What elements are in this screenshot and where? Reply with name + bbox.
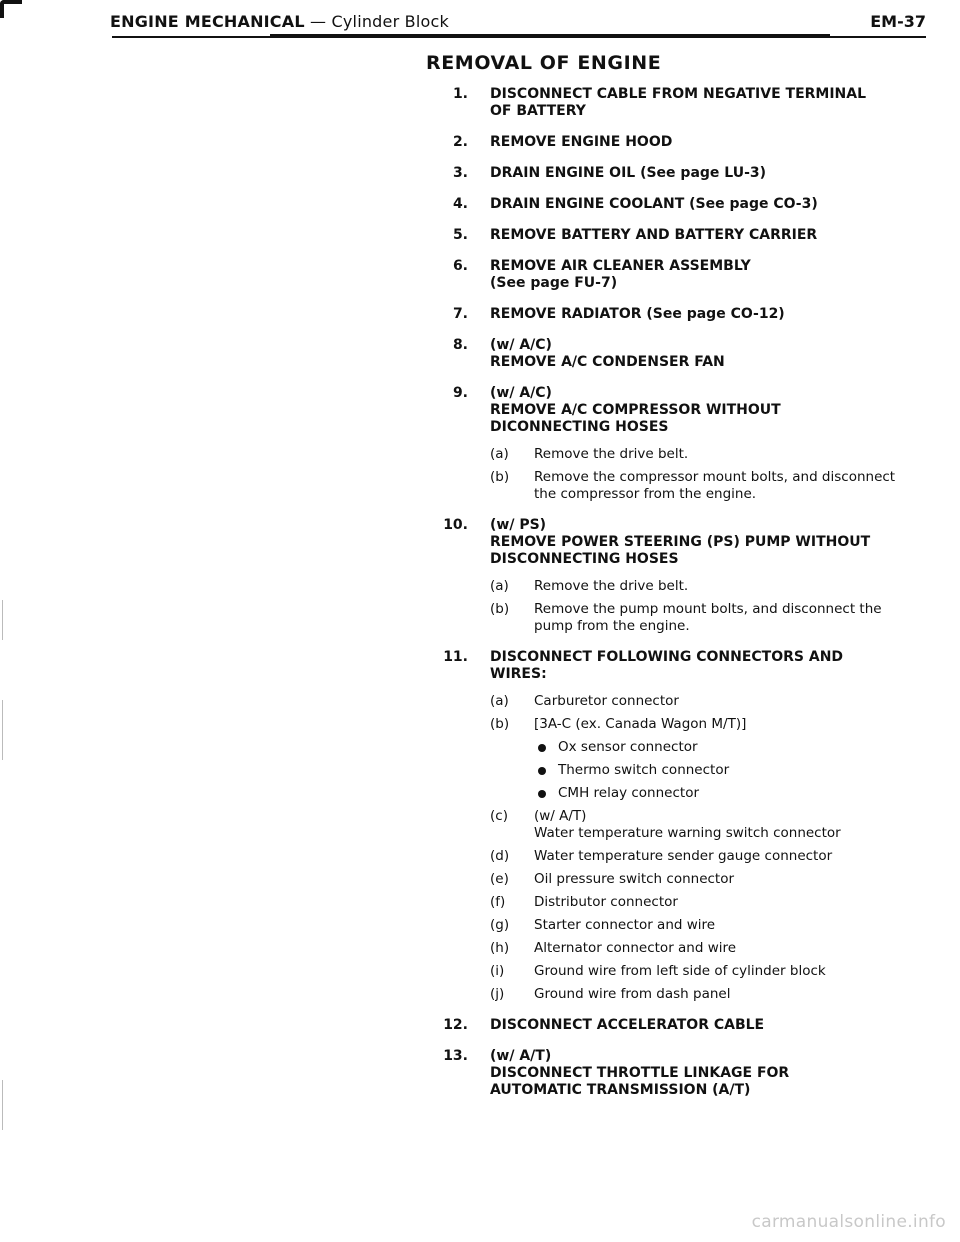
step-number: 11. [443,649,468,665]
step-9 [426,385,936,503]
step-number: 3. [452,165,468,181]
step-8 [426,337,936,371]
step-5 [426,227,936,244]
substep-text: Ground wire from left side of cylinder block [534,963,826,979]
substep-letter: (h) [490,940,510,956]
substep [490,871,936,888]
substep-list [490,693,936,1003]
substep-letter: (j) [490,986,505,1002]
step-heading: DRAIN ENGINE OIL (See page LU-3) [490,165,767,181]
watermark-text: carmanualsonline.info [751,1212,946,1232]
substep-text: Remove the compressor mount bolts, and disconnect the compressor from the engine. [534,469,896,502]
step-number: 7. [452,306,468,322]
substep-letter: (b) [490,469,510,485]
bullet-text: CMH relay connector [558,785,700,801]
step-4 [426,196,936,213]
substep-letter: (a) [490,693,509,709]
step-number: 6. [452,258,468,274]
substep-letter: (a) [490,578,509,594]
substep-text: Remove the drive belt. [534,446,689,462]
substep-text: Distributor connector [534,894,678,910]
step-2 [426,134,936,151]
step-heading: DRAIN ENGINE COOLANT (See page CO-3) [490,196,818,212]
bullet-item [534,739,936,756]
header-rule-thick [270,34,830,38]
substep-text: Remove the drive belt. [534,578,689,594]
step-11 [426,649,936,1003]
substep [490,894,936,911]
step-number: 8. [452,337,468,353]
substep-text: Oil pressure switch connector [534,871,735,887]
scan-edge-mark [2,700,3,760]
step-number: 1. [452,86,468,102]
step-6 [426,258,936,292]
substep [490,469,936,503]
substep-text: (w/ A/T) Water temperature warning switch connector [534,808,841,841]
header-section-title [110,12,449,31]
step-3 [426,165,936,182]
substep-letter: (b) [490,601,510,617]
step-number: 5. [452,227,468,243]
substep [490,716,936,802]
step-heading: REMOVE RADIATOR (See page CO-12) [490,306,785,322]
substep-text: Water temperature sender gauge connector [534,848,833,864]
substep [490,601,936,635]
substep [490,848,936,865]
step-12 [426,1017,936,1034]
substep-letter: (a) [490,446,509,462]
header-section-rest: — Cylinder Block [304,12,449,31]
substep-list [490,446,936,503]
page-title: REMOVAL OF ENGINE [426,52,662,74]
step-heading: DISCONNECT CABLE FROM NEGATIVE TERMINAL OF BATTERY [490,86,867,119]
substep-letter: (i) [490,963,505,979]
step-heading: REMOVE AIR CLEANER ASSEMBLY (See page FU-7) [490,258,751,291]
step-heading: REMOVE BATTERY AND BATTERY CARRIER [490,227,818,243]
scan-edge-mark [2,600,3,640]
substep-letter: (b) [490,716,510,732]
substep [490,963,936,980]
step-heading: (w/ PS) REMOVE POWER STEERING (PS) PUMP WITHOUT DISCONNECTING HOSES [490,517,871,567]
step-heading: REMOVE ENGINE HOOD [490,134,673,150]
step-heading: DISCONNECT ACCELERATOR CABLE [490,1017,765,1033]
substep-text: Starter connector and wire [534,917,716,933]
substep [490,446,936,463]
scan-edge-mark [2,1080,3,1130]
substep-text: Ground wire from dash panel [534,986,731,1002]
substep [490,808,936,842]
step-heading: (w/ A/T) DISCONNECT THROTTLE LINKAGE FOR AUTOMATIC TRANSMISSION (A/T) [490,1048,790,1098]
page-header [110,8,928,36]
step-number: 10. [443,517,468,533]
step-7 [426,306,936,323]
step-heading: (w/ A/C) REMOVE A/C COMPRESSOR WITHOUT DICONNECTING HOSES [490,385,781,435]
bullet-text: Ox sensor connector [558,739,698,755]
bullet-dot-icon [538,744,546,752]
substep-letter: (d) [490,848,510,864]
substep-text: Alternator connector and wire [534,940,737,956]
header-page-id: EM-37 [870,12,926,31]
step-heading: DISCONNECT FOLLOWING CONNECTORS AND WIRES: [490,649,844,682]
header-section-bold: ENGINE MECHANICAL [110,12,305,31]
substep-text: Carburetor connector [534,693,679,709]
step-1 [426,86,936,120]
substep [490,693,936,710]
substep-text: [3A-C (ex. Canada Wagon M/T)] [534,716,747,732]
bullet-item [534,785,936,802]
substep-text: Remove the pump mount bolts, and disconnect the pump from the engine. [534,601,882,634]
bullet-dot-icon [538,767,546,775]
step-number: 9. [452,385,468,401]
substep-letter: (f) [490,894,506,910]
step-number: 2. [452,134,468,150]
step-heading: (w/ A/C) REMOVE A/C CONDENSER FAN [490,337,725,370]
substep [490,578,936,595]
bullet-item [534,762,936,779]
substep [490,917,936,934]
step-number: 12. [443,1017,468,1033]
main-content [426,52,936,1113]
substep [490,940,936,957]
step-number: 13. [443,1048,468,1064]
step-number: 4. [452,196,468,212]
step-13 [426,1048,936,1099]
substep-letter: (e) [490,871,509,887]
step-10 [426,517,936,635]
substep-letter: (c) [490,808,508,824]
substep [490,986,936,1003]
substep-letter: (g) [490,917,510,933]
corner-crop-mark [0,0,22,18]
substep-list [490,578,936,635]
bullet-text: Thermo switch connector [558,762,730,778]
bullet-list [534,739,936,802]
bullet-dot-icon [538,790,546,798]
